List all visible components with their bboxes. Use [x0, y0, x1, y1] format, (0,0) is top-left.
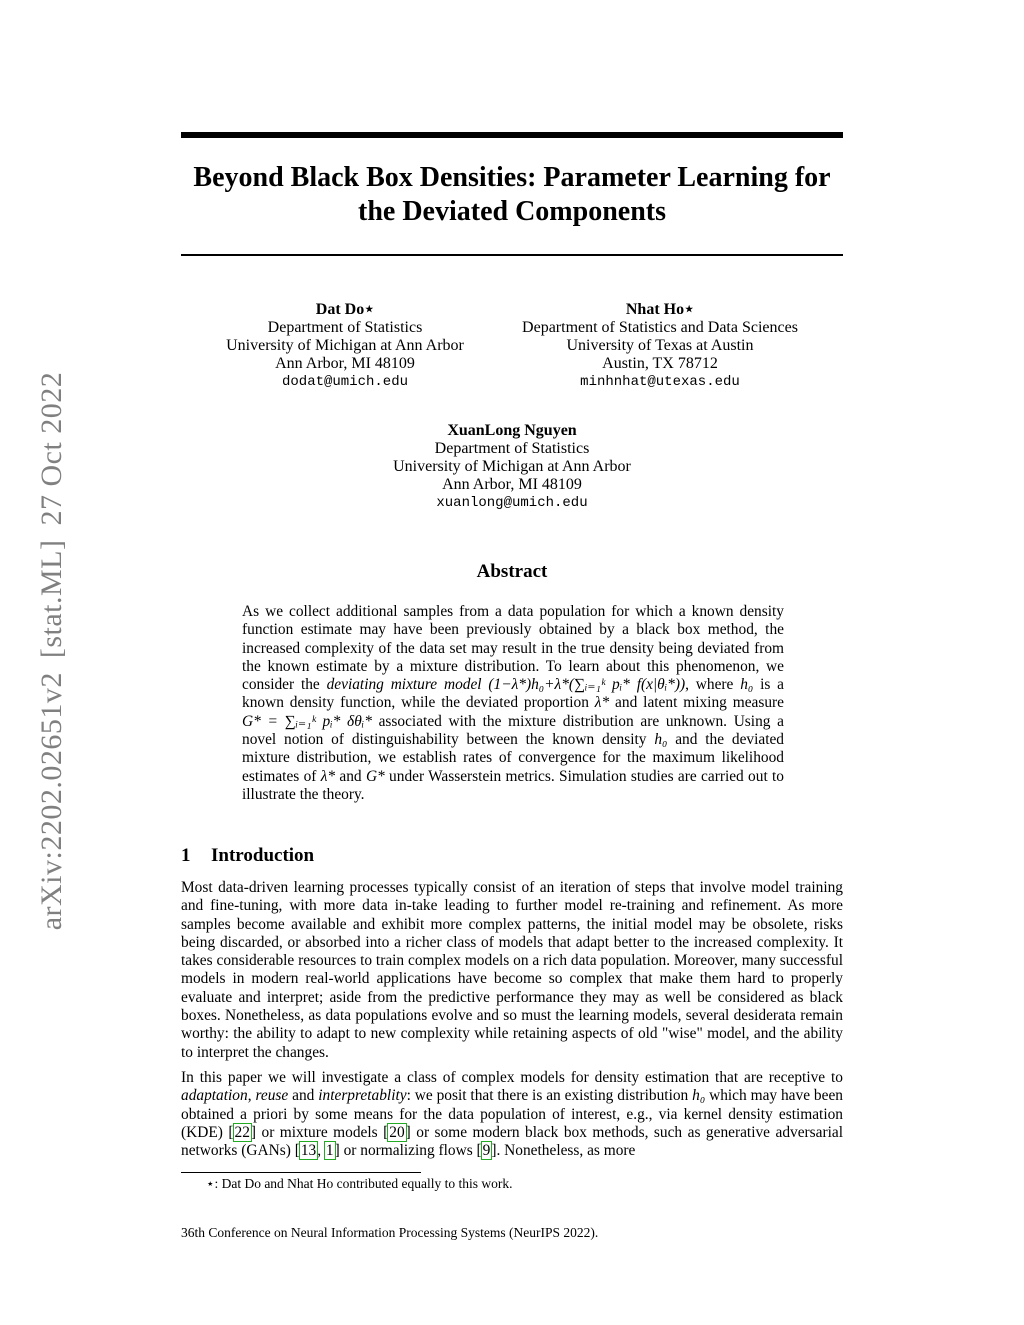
section-heading-introduction	[181, 845, 314, 867]
introduction-body	[181, 879, 843, 1167]
intro-text: ] or normalizing flows [	[334, 1142, 482, 1160]
venue-note: 36th Conference on Neural Information Processing Systems (NeurIPS 2022).	[181, 1225, 599, 1240]
footnote: ⋆: Dat Do and Nhat Ho contributed equally to this work.	[206, 1176, 513, 1191]
title-line-2: the Deviated Components	[358, 196, 666, 227]
math-h0: h₀	[692, 1087, 706, 1105]
author-email[interactable]: minhnhat@utexas.edu	[580, 374, 740, 390]
intro-text: which may have been obtained a priori by some means for the data population of interest, e.g., via kernel density estimation (KDE) [	[181, 1087, 843, 1141]
abstract-body	[242, 603, 784, 804]
abstract-text: associated with the mixture distribution are unknown. Using a novel notion of distinguishability between the known density	[242, 712, 784, 749]
intro-text: ,	[317, 1142, 325, 1160]
author-name: XuanLong Nguyen	[447, 422, 577, 439]
title-top-rule	[181, 132, 843, 138]
author-affiliation: University of Michigan at Ann Arbor	[226, 337, 464, 354]
math-lambda-star: λ*	[594, 694, 610, 712]
author-location: Ann Arbor, MI 48109	[275, 355, 415, 372]
citation-link[interactable]: 9	[482, 1142, 491, 1160]
intro-paragraph-1: Most data-driven learning processes typically consist of an iteration of steps that involve model training and fine-tuning, with more data in-take leading to further model re-training and refinement. As more samples become available and exhibit more complex patterns, the initial model may be obsolete, risks being discarded, or absorbed into a richer class of models that adapt better to the increased complexity. It takes considerable resources to train complex models on a rich data population. Moreover, many successful models in modern real-world applications have become so complex that make them hard to properly evaluate and interpret; aside from the predictive performance they may as well be considered as black boxes. Nonetheless, as data populations evolve and so must the learning models, several desiderata remain worthy: the ability to adapt to new complexity while retaining aspects of old "wise" model, and the ability to interpret the changes.	[181, 879, 843, 1061]
intro-text: ,	[247, 1087, 256, 1105]
author-block-1	[180, 301, 510, 391]
intro-text: ] or mixture models [	[250, 1123, 389, 1141]
author-department: Department of Statistics	[267, 319, 423, 336]
abstract-text: is a known density function, while the deviated proportion	[242, 676, 784, 712]
author-name: Dat Do⋆	[315, 301, 375, 318]
author-block-2	[495, 301, 825, 391]
author-location: Austin, TX 78712	[602, 355, 718, 372]
arxiv-stamp	[35, 365, 69, 938]
title-line-1: Beyond Black Box Densities: Parameter Learning for	[193, 162, 831, 193]
intro-text: and	[288, 1087, 319, 1105]
abstract-text: under Wasserstein metrics. Simulation studies are carried out to illustrate the theory.	[242, 767, 784, 803]
abstract-paragraph	[242, 603, 784, 804]
abstract-text: As we collect additional samples from a data population for which a known density function estimate may have been previously obtained by a black box method, the increased complexity of the data set may result in the true density being deviated from the known estimate by a mixture distribution. To learn about this phenomenon, we consider the	[242, 603, 784, 694]
abstract-text: and latent mixing measure	[609, 694, 785, 712]
citation-link[interactable]: 22	[234, 1123, 250, 1141]
author-location: Ann Arbor, MI 48109	[442, 476, 582, 493]
section-title: Introduction	[211, 845, 315, 866]
abstract-text: and	[335, 767, 366, 785]
citation-link[interactable]: 20	[389, 1123, 405, 1141]
author-department: Department of Statistics	[434, 440, 590, 457]
intro-emphasis: reuse	[255, 1087, 289, 1105]
author-name: Nhat Ho⋆	[625, 301, 695, 318]
formula-mixing-measure: G* = ∑ᵢ₌₁ᵏ pᵢ* δθᵢ*	[242, 712, 372, 730]
intro-text: In this paper we will investigate a class of complex models for density estimation that are receptive to	[181, 1068, 843, 1086]
author-department: Department of Statistics and Data Sciences	[522, 319, 798, 336]
citation-link[interactable]: 13	[300, 1142, 317, 1160]
abstract-heading: Abstract	[476, 561, 548, 582]
intro-emphasis: interpretablity	[318, 1087, 407, 1105]
citation-link[interactable]: 1	[325, 1142, 334, 1160]
intro-emphasis: adaptation	[181, 1087, 248, 1105]
author-email[interactable]: xuanlong@umich.edu	[436, 495, 588, 511]
math-h0: h₀	[654, 731, 668, 749]
abstract-text: , where	[685, 676, 741, 694]
abstract-text: and the deviated mixture distribution, we establish rates of convergence for the maximum likelihood estimates of	[242, 731, 785, 785]
intro-text: ] or some modern black box methods, such as generative adversarial networks (GANs) [	[181, 1123, 844, 1160]
intro-text: : we posit that there is an existing distribution	[406, 1087, 693, 1105]
arxiv-id: arXiv:2202.02651v2	[35, 672, 68, 931]
arxiv-date: 27 Oct 2022	[35, 371, 68, 526]
author-affiliation: University of Michigan at Ann Arbor	[393, 458, 631, 475]
title-bottom-rule	[181, 254, 843, 256]
paper-title	[181, 161, 843, 229]
author-block-3	[347, 422, 677, 512]
section-number: 1	[181, 845, 191, 866]
abstract-term: deviating mixture model	[326, 676, 482, 694]
math-lambda-star: λ*	[320, 767, 336, 785]
formula-mixture-model: (1−λ*)h₀+λ*(∑ᵢ₌₁ᵏ pᵢ* f(x|θᵢ*))	[488, 676, 686, 694]
intro-paragraph-2	[181, 1069, 843, 1160]
arxiv-category: [stat.ML]	[35, 539, 68, 659]
author-email[interactable]: dodat@umich.edu	[281, 374, 409, 390]
footnote-rule	[181, 1172, 421, 1173]
math-g-star: G*	[365, 767, 385, 785]
intro-text: ]. Nonetheless, as more	[491, 1142, 636, 1160]
author-affiliation: University of Texas at Austin	[566, 337, 754, 354]
math-h0: h₀	[740, 676, 754, 694]
